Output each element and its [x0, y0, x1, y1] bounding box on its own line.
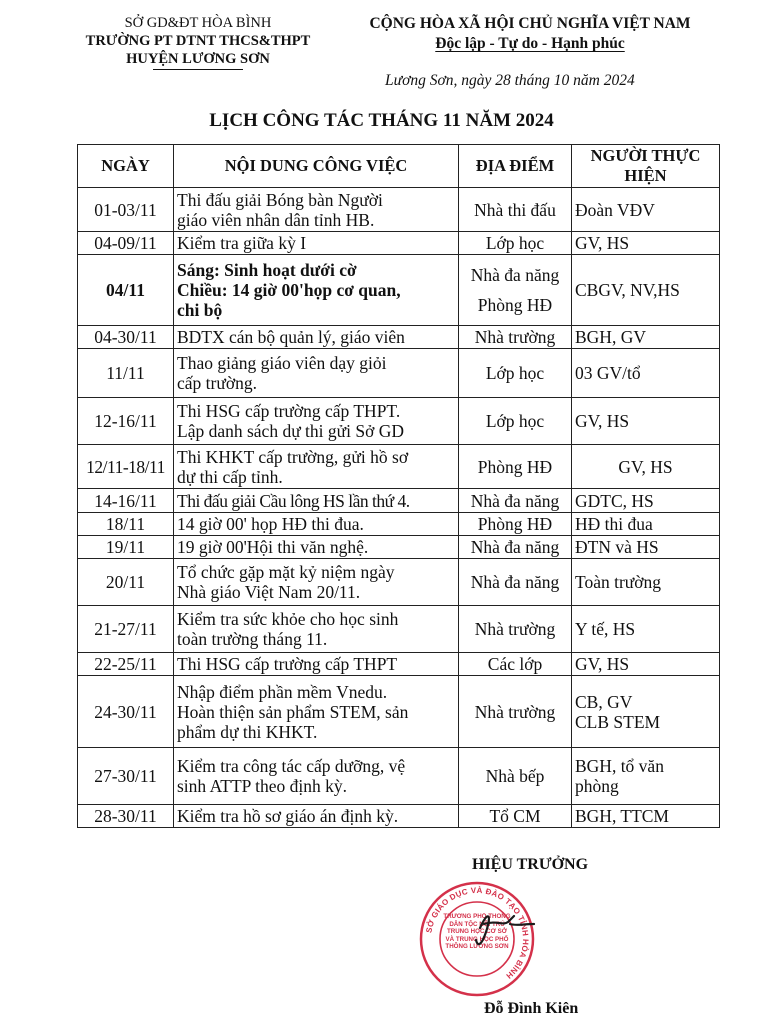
cell-task: Thi KHKT cấp trường, gửi hồ sơ dự thi cấp tỉnh. [174, 445, 459, 489]
national-header [350, 14, 710, 54]
cell-who: BGH, tổ văn phòng [572, 748, 720, 805]
cell-place: Nhà trường [459, 326, 572, 349]
issuer-divider [153, 69, 243, 70]
signer-name: Đỗ Đình Kiên [484, 1000, 579, 1017]
cell-date: 18/11 [78, 513, 174, 536]
cell-who: HĐ thi đua [572, 513, 720, 536]
cell-date: 28-30/11 [78, 805, 174, 828]
cell-date: 01-03/11 [78, 188, 174, 232]
cell-task: Thi đấu giải Cầu lông HS lần thứ 4. [174, 489, 459, 513]
table-row [78, 606, 720, 653]
cell-date: 11/11 [78, 349, 174, 398]
cell-date: 22-25/11 [78, 653, 174, 676]
table-row [78, 653, 720, 676]
cell-place: Lớp học [459, 349, 572, 398]
cell-task: 19 giờ 00'Hội thi văn nghệ. [174, 536, 459, 559]
cell-task: Kiểm tra hồ sơ giáo án định kỳ. [174, 805, 459, 828]
cell-task: Thi HSG cấp trường cấp THPT. Lập danh sách dự thi gửi Sở GD [174, 398, 459, 445]
cell-task: Sáng: Sinh hoạt dưới cờ Chiều: 14 giờ 00'họp cơ quan, chi bộ [174, 255, 459, 326]
table-row [78, 805, 720, 828]
cell-place: Nhà đa năng [459, 536, 572, 559]
cell-date: 24-30/11 [78, 676, 174, 748]
header-place: ĐỊA ĐIỂM [459, 145, 572, 188]
cell-task: Nhập điểm phần mềm Vnedu. Hoàn thiện sản phẩm STEM, sản phẩm dự thi KHKT. [174, 676, 459, 748]
table-row [78, 326, 720, 349]
cell-who: Y tế, HS [572, 606, 720, 653]
header-date: NGÀY [78, 145, 174, 188]
table-row [78, 748, 720, 805]
cell-task: Thi HSG cấp trường cấp THPT [174, 653, 459, 676]
cell-place: Nhà đa năng Phòng HĐ [459, 255, 572, 326]
cell-place: Nhà thi đấu [459, 188, 572, 232]
table-row [78, 398, 720, 445]
table-row [78, 255, 720, 326]
official-seal-icon: SỞ GIÁO DỤC VÀ ĐÀO TẠO TỈNH HÒA BÌNH TRƯỜNG PHỔ THÔNG DÂN TỘC NỘI TRÚ TRUNG HỌC CƠ SỞ VÀ TRUNG HỌC PHỔ THÔNG LƯƠNG SƠN [418, 880, 536, 998]
cell-who: 03 GV/tổ [572, 349, 720, 398]
cell-who: ĐTN và HS [572, 536, 720, 559]
cell-task: Kiểm tra giữa kỳ I [174, 232, 459, 255]
cell-date: 21-27/11 [78, 606, 174, 653]
nation-name: CỘNG HÒA XÃ HỘI CHỦ NGHĨA VIỆT NAM [369, 15, 691, 32]
cell-who: Toàn trường [572, 559, 720, 606]
schedule-table [77, 144, 720, 828]
cell-date: 20/11 [78, 559, 174, 606]
document-title: LỊCH CÔNG TÁC THÁNG 11 NĂM 2024 [209, 110, 554, 131]
table-row [78, 559, 720, 606]
cell-date: 12-16/11 [78, 398, 174, 445]
cell-date: 14-16/11 [78, 489, 174, 513]
cell-place: Nhà bếp [459, 748, 572, 805]
table-row [78, 232, 720, 255]
cell-who: GV, HS [572, 445, 720, 489]
cell-task: Kiểm tra công tác cấp dưỡng, vệ sinh ATTP theo định kỳ. [174, 748, 459, 805]
cell-place: Phòng HĐ [459, 445, 572, 489]
table-row [78, 536, 720, 559]
table-row [78, 445, 720, 489]
issuer-department: SỞ GD&ĐT HÒA BÌNH [124, 15, 272, 31]
signature-title: HIỆU TRƯỞNG [472, 856, 589, 873]
table-header-row [78, 145, 720, 188]
cell-place: Nhà đa năng [459, 489, 572, 513]
cell-date: 04/11 [78, 255, 174, 326]
cell-task: Kiểm tra sức khỏe cho học sinh toàn trường tháng 11. [174, 606, 459, 653]
header-task: NỘI DUNG CÔNG VIỆC [174, 145, 459, 188]
cell-who: GDTC, HS [572, 489, 720, 513]
cell-who: CBGV, NV,HS [572, 255, 720, 326]
cell-place: Nhà trường [459, 606, 572, 653]
cell-place: Lớp học [459, 398, 572, 445]
cell-who: GV, HS [572, 232, 720, 255]
table-row [78, 188, 720, 232]
cell-task: BDTX cán bộ quản lý, giáo viên [174, 326, 459, 349]
cell-who: GV, HS [572, 398, 720, 445]
issuer-school: TRƯỜNG PT DTNT THCS&THPT [85, 33, 311, 49]
cell-who: CB, GV CLB STEM [572, 676, 720, 748]
cell-date: 04-09/11 [78, 232, 174, 255]
cell-date: 04-30/11 [78, 326, 174, 349]
cell-place: Nhà đa năng [459, 559, 572, 606]
cell-task: Tổ chức gặp mặt kỷ niệm ngày Nhà giáo Việt Nam 20/11. [174, 559, 459, 606]
cell-who: GV, HS [572, 653, 720, 676]
table-row [78, 676, 720, 748]
table-row [78, 513, 720, 536]
cell-place: Các lớp [459, 653, 572, 676]
national-motto: Độc lập - Tự do - Hạnh phúc [435, 35, 625, 52]
cell-task: 14 giờ 00' họp HĐ thi đua. [174, 513, 459, 536]
cell-task: Thi đấu giải Bóng bàn Người giáo viên nhân dân tỉnh HB. [174, 188, 459, 232]
cell-who: BGH, GV [572, 326, 720, 349]
cell-date: 12/11-18/11 [78, 445, 174, 489]
cell-date: 27-30/11 [78, 748, 174, 805]
header-who: NGƯỜI THỰC HIỆN [572, 145, 720, 188]
cell-date: 19/11 [78, 536, 174, 559]
cell-place: Tổ CM [459, 805, 572, 828]
issuer-block [78, 14, 318, 70]
cell-who: Đoàn VĐV [572, 188, 720, 232]
svg-text:SỞ GIÁO DỤC VÀ ĐÀO TẠO TỈNH HÒ: SỞ GIÁO DỤC VÀ ĐÀO TẠO TỈNH HÒA BÌNH [424, 885, 531, 981]
table-row [78, 349, 720, 398]
cell-place: Phòng HĐ [459, 513, 572, 536]
cell-who: BGH, TTCM [572, 805, 720, 828]
table-row [78, 489, 720, 513]
cell-task: Thao giảng giáo viên dạy giỏi cấp trường. [174, 349, 459, 398]
issuer-district: HUYỆN LƯƠNG SƠN [126, 51, 270, 67]
document-date: Lương Sơn, ngày 28 tháng 10 năm 2024 [385, 72, 635, 89]
cell-place: Lớp học [459, 232, 572, 255]
cell-place: Nhà trường [459, 676, 572, 748]
